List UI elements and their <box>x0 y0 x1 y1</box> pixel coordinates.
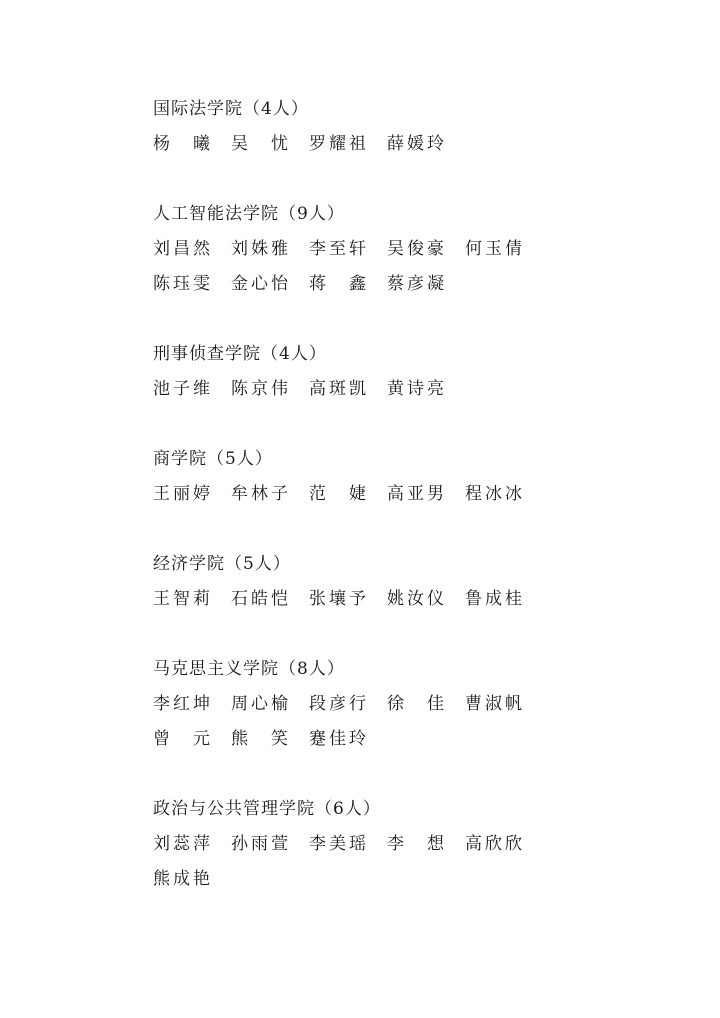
list-item: 高斑凯 <box>309 379 367 399</box>
list-item: 李 想 <box>387 834 445 854</box>
list-item: 段彦行 <box>309 694 367 714</box>
list-item: 曹淑帆 <box>465 694 523 714</box>
document-page <box>153 92 673 932</box>
list-item: 范 婕 <box>309 484 367 504</box>
list-item: 陈京伟 <box>231 379 289 399</box>
list-item: 刘姝雅 <box>231 239 289 259</box>
section-heading: 商学院（5人） <box>153 449 273 469</box>
section-politics-public-admin <box>153 792 673 897</box>
list-item: 徐 佳 <box>387 694 445 714</box>
list-item: 蹇佳玲 <box>309 729 367 749</box>
section-heading: 刑事侦查学院（4人） <box>153 344 327 364</box>
list-item: 罗耀祖 <box>309 134 367 154</box>
list-item: 高亚男 <box>387 484 445 504</box>
list-item: 李至轩 <box>309 239 367 259</box>
section-heading: 人工智能法学院（9人） <box>153 204 345 224</box>
list-item: 周心榆 <box>231 694 289 714</box>
section-criminal-investigation <box>153 337 673 407</box>
list-item: 黄诗亮 <box>387 379 445 399</box>
list-item: 曾 元 <box>153 729 211 749</box>
section-international-law <box>153 92 673 162</box>
name-list <box>153 477 553 512</box>
section-business <box>153 442 673 512</box>
section-economics <box>153 547 673 617</box>
name-list <box>153 127 553 162</box>
list-item: 何玉倩 <box>465 239 523 259</box>
list-item: 高欣欣 <box>465 834 523 854</box>
list-item: 杨 曦 <box>153 134 211 154</box>
section-heading: 政治与公共管理学院（6人） <box>153 799 381 819</box>
list-item: 吴 忧 <box>231 134 289 154</box>
name-list <box>153 827 553 897</box>
list-item: 刘昌然 <box>153 239 211 259</box>
list-item: 薛媛玲 <box>387 134 445 154</box>
list-item: 王丽婷 <box>153 484 211 504</box>
section-heading: 马克思主义学院（8人） <box>153 659 345 679</box>
list-item: 牟林子 <box>231 484 289 504</box>
list-item: 石皓恺 <box>231 589 289 609</box>
list-item: 张壤予 <box>309 589 367 609</box>
list-item: 蔡彦凝 <box>387 274 445 294</box>
section-heading: 国际法学院（4人） <box>153 99 309 119</box>
name-list <box>153 687 553 757</box>
section-marxism <box>153 652 673 757</box>
list-item: 鲁成桂 <box>465 589 523 609</box>
list-item: 程冰冰 <box>465 484 523 504</box>
name-list <box>153 582 553 617</box>
list-item: 李美瑶 <box>309 834 367 854</box>
list-item: 吴俊豪 <box>387 239 445 259</box>
list-item: 池子维 <box>153 379 211 399</box>
list-item: 刘蕊萍 <box>153 834 211 854</box>
section-ai-law <box>153 197 673 302</box>
list-item: 陈珏雯 <box>153 274 211 294</box>
list-item: 熊 笑 <box>231 729 289 749</box>
section-heading: 经济学院（5人） <box>153 554 291 574</box>
list-item: 金心怡 <box>231 274 289 294</box>
name-list <box>153 232 553 302</box>
list-item: 孙雨萱 <box>231 834 289 854</box>
list-item: 王智莉 <box>153 589 211 609</box>
list-item: 姚汝仪 <box>387 589 445 609</box>
list-item: 熊成艳 <box>153 869 211 889</box>
list-item: 蒋 鑫 <box>309 274 367 294</box>
list-item: 李红坤 <box>153 694 211 714</box>
name-list <box>153 372 553 407</box>
